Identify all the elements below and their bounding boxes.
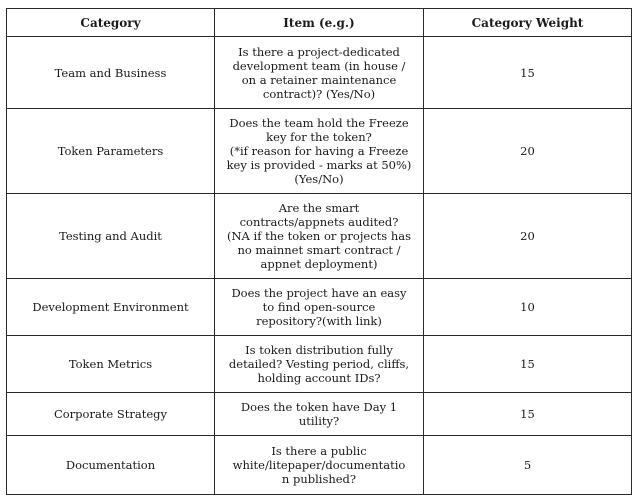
table-row <box>7 336 632 393</box>
item-line: white/litepaper/documentatio <box>232 458 406 472</box>
category-cell: Token Parameters <box>7 109 215 194</box>
item-cell <box>215 436 424 495</box>
item-line: (*if reason for having a Freeze <box>229 144 409 158</box>
weight-cell: 15 <box>424 336 632 393</box>
item-line: (Yes/No) <box>294 172 344 186</box>
weight-cell: 20 <box>424 194 632 279</box>
item-line: no mainnet smart contract / <box>237 243 401 257</box>
header-row <box>7 9 632 37</box>
item-line: Are the smart <box>278 201 360 215</box>
category-cell: Testing and Audit <box>7 194 215 279</box>
item-line: holding account IDs? <box>257 371 381 385</box>
category-cell: Development Environment <box>7 279 215 336</box>
item-line: development team (in house / <box>232 58 406 73</box>
item-line: Does the token have Day 1 <box>240 400 398 414</box>
item-cell <box>215 336 424 393</box>
header-weight: Category Weight <box>424 9 632 37</box>
item-line: contracts/appnets audited? <box>239 215 399 229</box>
table-row <box>7 37 632 109</box>
item-cell <box>215 279 424 336</box>
item-line: contract)? (Yes/No) <box>262 86 376 101</box>
item-line: Does the project have an easy <box>231 286 407 300</box>
weight-cell: 15 <box>424 37 632 109</box>
item-line: Is token distribution fully <box>245 343 393 357</box>
item-line: Is there a public <box>271 444 367 458</box>
item-cell <box>215 393 424 436</box>
item-cell <box>215 109 424 194</box>
item-line: repository?(with link) <box>256 314 382 328</box>
item-line: key is provided - marks at 50%) <box>226 158 412 172</box>
item-line: utility? <box>298 414 340 428</box>
table-row <box>7 436 632 495</box>
item-line: Is there a project-dedicated <box>238 44 400 59</box>
weight-cell: 5 <box>424 436 632 495</box>
item-cell <box>215 37 424 109</box>
header-item: Item (e.g.) <box>215 9 424 37</box>
item-cell <box>215 194 424 279</box>
item-line: key for the token? <box>266 130 372 144</box>
table-row <box>7 109 632 194</box>
criteria-table <box>6 8 632 495</box>
item-line: appnet deployment) <box>260 257 378 271</box>
item-line: on a retainer maintenance <box>241 72 397 87</box>
item-line: n published? <box>281 472 357 486</box>
table-row <box>7 194 632 279</box>
category-cell: Token Metrics <box>7 336 215 393</box>
category-cell: Team and Business <box>7 37 215 109</box>
item-line: (NA if the token or projects has <box>227 229 411 243</box>
table-row <box>7 393 632 436</box>
weight-cell: 15 <box>424 393 632 436</box>
category-cell: Corporate Strategy <box>7 393 215 436</box>
weight-cell: 10 <box>424 279 632 336</box>
table-row <box>7 279 632 336</box>
item-line: detailed? Vesting period, cliffs, <box>228 357 410 371</box>
item-line: Does the team hold the Freeze <box>229 116 409 130</box>
weight-cell: 20 <box>424 109 632 194</box>
header-category: Category <box>7 9 215 37</box>
category-cell: Documentation <box>7 436 215 495</box>
item-line: to find open-source <box>262 300 376 314</box>
